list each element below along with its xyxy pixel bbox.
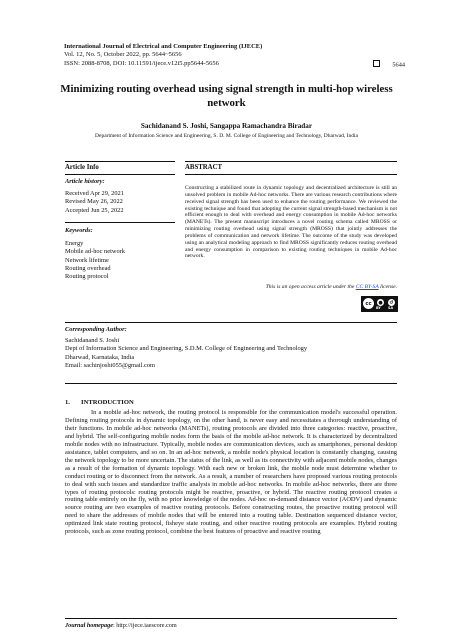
keyword: Network lifetime xyxy=(65,256,109,264)
section-title: INTRODUCTION xyxy=(81,399,134,406)
divider xyxy=(65,322,397,323)
issn-line: ISSN: 2088-8708, DOI: 10.11591/ijece.v12i5.pp5644-5656 xyxy=(64,59,219,67)
license-suffix: license. xyxy=(378,284,397,290)
license-line xyxy=(185,284,397,290)
journal-header xyxy=(64,43,394,68)
cc-sa-label: SA xyxy=(388,306,394,310)
keyword: Mobile ad-hoc network xyxy=(65,248,125,256)
square-icon xyxy=(373,60,380,67)
page-number-group xyxy=(373,60,405,69)
footer-label: Journal homepage xyxy=(65,622,113,629)
author-city: Dharwad, Karnataka, India xyxy=(65,353,135,361)
footer xyxy=(65,622,177,629)
license-link[interactable]: CC BY-SA xyxy=(355,284,379,290)
keyword: Energy xyxy=(65,240,84,247)
keyword: Routing overhead xyxy=(65,264,111,272)
article-info-heading: Article Info xyxy=(65,164,99,171)
corresponding-heading: Corresponding Author: xyxy=(65,326,127,333)
author-dept: Dept of Information Science and Engineering, S.D.M. College of Engineering and Technology xyxy=(65,345,308,353)
keywords-list xyxy=(65,240,125,281)
introduction-heading xyxy=(65,399,134,406)
page-number: 5644 xyxy=(392,61,405,69)
cc-icon: cc xyxy=(362,297,375,310)
divider xyxy=(185,161,397,162)
cc-by-label: BY xyxy=(376,306,381,310)
volume-line: Vol. 12, No. 5, October 2022, pp. 5644~5656 xyxy=(64,51,182,59)
paper-title: Minimizing routing overhead using signal strength in multi-hop wireless network xyxy=(60,83,393,109)
abstract-text: Constructing a stabilized route in dynamic topology and decentralized architecture is still an unsolved problem in mobile Ad-hoc networks. There are various research contributions where received signal strength has been used to enhance the routing performance. We reviewed the existing technique and found that adopting the current signal strength-based mechanism is not efficient enough to deal with overhead and energy consumption in mobile Ad-hoc networks (MANETs). The present manuscript introduces a novel routing schema called MROSS or minimizing routing overhead using signal strength (MROSS) that jointly addresses the problems of communication and network lifetime. The outcome of the study was developed using an analytical modeling approach to find MROSS significantly reduces routing overhead and energy consumption in comparison to existing routing techniques in mobile Ad-hoc network. xyxy=(185,185,397,260)
keyword: Routing protocol xyxy=(65,273,109,281)
history-list xyxy=(65,190,124,215)
history-accepted: Accepted Jun 25, 2022 xyxy=(65,206,124,214)
divider xyxy=(65,161,175,162)
author-email: Email: sachinjoshi055@gmail.com xyxy=(65,362,156,370)
cc-license-badge[interactable] xyxy=(361,296,398,312)
corresponding-author xyxy=(65,337,307,371)
abstract-heading: ABSTRACT xyxy=(185,164,223,171)
divider xyxy=(185,174,397,175)
history-received: Received Apr 29, 2021 xyxy=(65,190,124,197)
keywords-heading: Keywords: xyxy=(65,227,93,234)
author-name: Sachidanand S. Joshi xyxy=(65,337,120,344)
history-revised: Revised May 26, 2022 xyxy=(65,198,123,206)
divider xyxy=(65,383,397,384)
journal-name: International Journal of Electrical and Computer Engineering (IJECE) xyxy=(64,43,263,50)
footer-url[interactable]: : http://ijece.iaescore.com xyxy=(112,622,177,629)
authors: Sachidanand S. Joshi, Sangappa Ramachandra Biradar xyxy=(140,122,313,130)
introduction-text: In a mobile ad-hoc network, the routing protocol is responsible for the communication model's successful operation. Defining routing protocols in dynamic topology, on the other hand, is never easy and necessitates a thorough understanding of their functions. In mobile ad-hoc networks (MANETs), routing protocols are divided into three categories: reactive, proactive, and hybrid. The self-configuring mobile nodes form the basis of the mobile ad-hoc network. It is characterized by decentralized mobile nodes with no infrastructure. Typically, mobile nodes are communication devices, such as smartphones, personal desktop assistance, tablet computers, and so on. In an ad-hoc network, a mobile node's physical location is constantly changing, causing the network topology to be more uncertain. The status of the link, as well as its connectivity with adjacent mobile nodes, changes as a result of the formation of dynamic topology. With each new or broken link, the mobile node must determine whether to conduct routing or to disconnect from the network. As a result, a number of researchers have proposed various routing protocols to deal with such issues and standardize traffic analysis in mobile ad-hoc networks. In mobile ad-hoc networks, there are three types of routing protocols: routing protocols might be reactive, proactive, or hybrid. The reactive routing protocol creates a routing table entirely on the fly, with no prior knowledge of the nodes. Ad-hoc on-demand distance vector (AODV) and dynamic source routing are two examples of reactive routing protocols. Before constructing routes, the proactive routing protocol will need to share the addresses of mobile nodes that will be entered into a routing table. Destination sequenced distance vector, optimized link state routing protocol, fisheye state routing, and other reactive routing protocols are examples. Hybrid routing protocols, such as zone routing protocol, combine the best features of proactive and reactive routing xyxy=(65,409,397,536)
attribution-icon: ● xyxy=(376,298,385,307)
share-alike-icon: ↺ xyxy=(387,298,396,307)
affiliation: Department of Information Science and Engineering, S. D. M. College of Engineering and Technology, Dharwad, India xyxy=(95,133,358,139)
footer-divider xyxy=(65,618,397,619)
divider xyxy=(65,222,175,223)
license-prefix: This is an open access article under the xyxy=(265,284,356,290)
history-heading: Article history: xyxy=(65,178,105,185)
section-number: 1. xyxy=(65,399,70,406)
divider xyxy=(65,174,175,175)
